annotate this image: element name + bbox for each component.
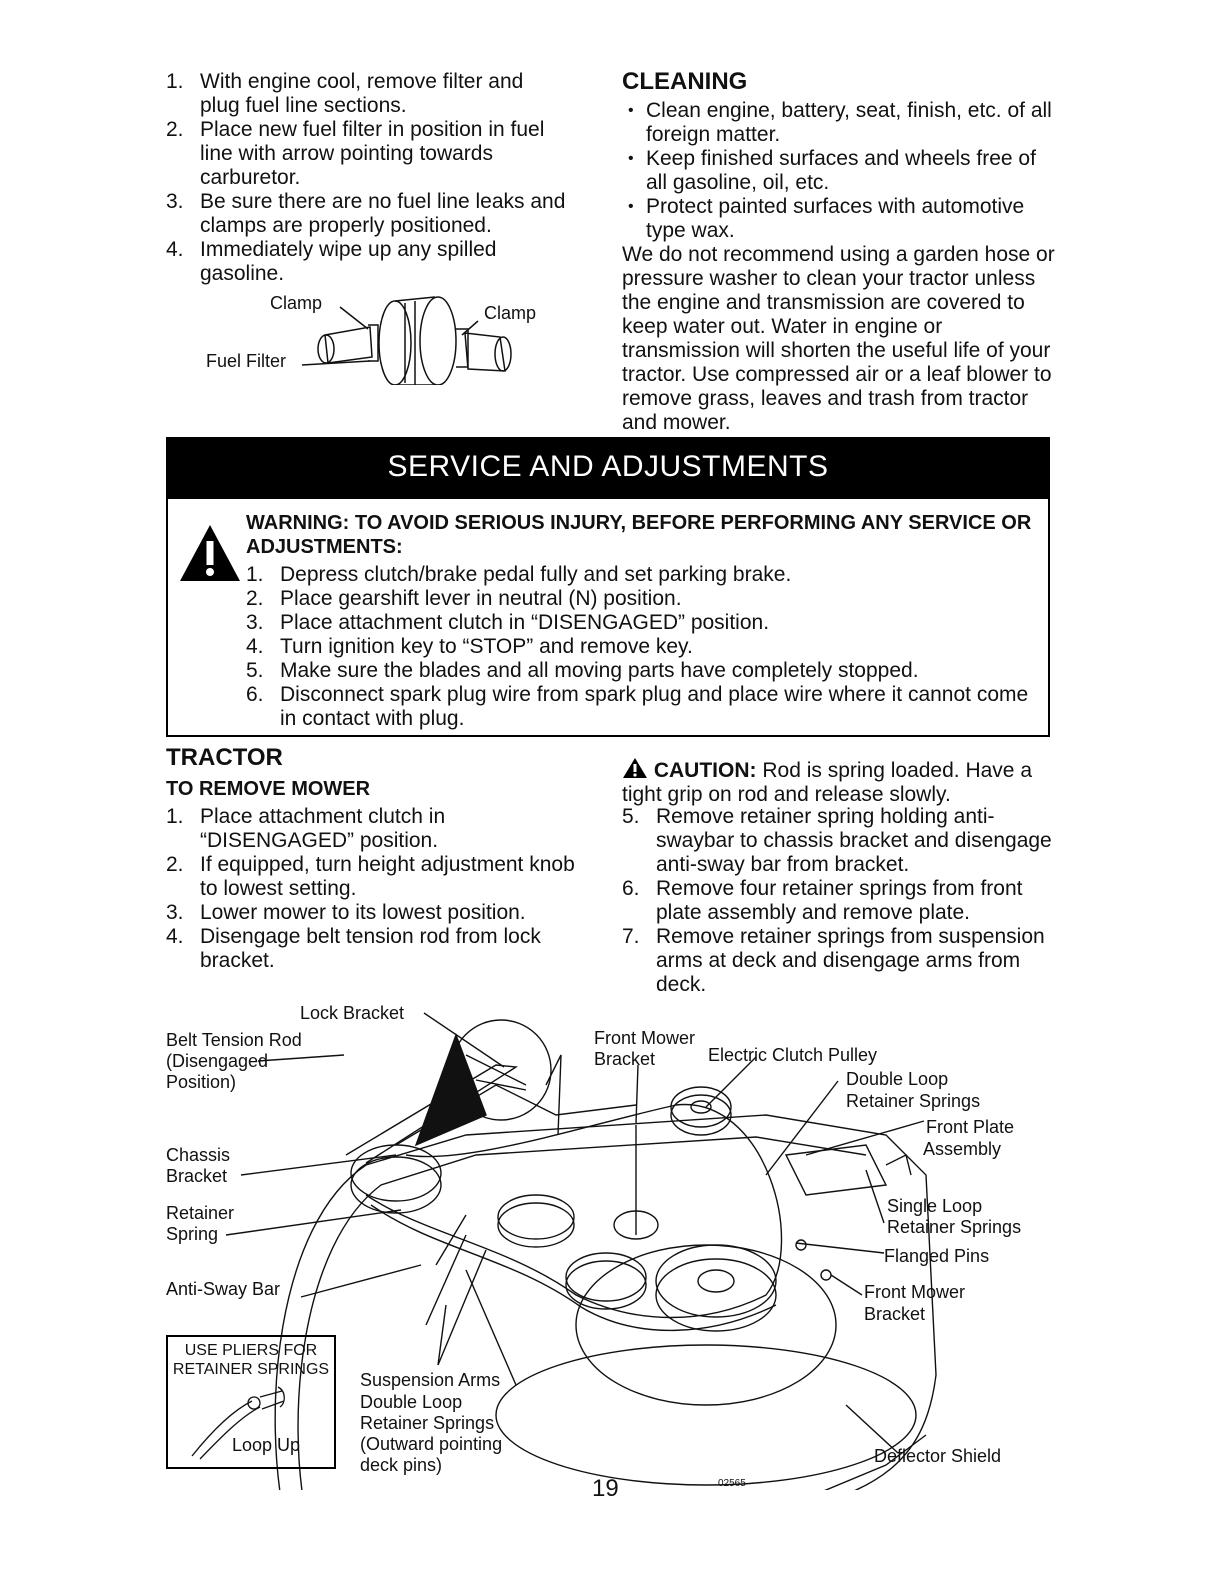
step-item [166,238,566,286]
warning-steps [246,563,1036,731]
step-number: 3. [246,611,264,634]
step-item [246,587,1036,611]
step-number: 4. [166,238,184,261]
chassis-label: Chassis [166,1145,231,1165]
cleaning-section [622,68,1058,435]
retainer-springs-3-label: Retainer Springs [360,1413,495,1433]
step-number: 3. [166,901,184,924]
warning-title: WARNING: TO AVOID SERIOUS INJURY, BEFORE PERFORMING ANY SERVICE OR ADJUSTMENTS: [246,512,1032,558]
step-item [166,70,566,118]
step-item [246,611,1036,635]
step-number: 7. [622,925,640,948]
clamp-right-label: Clamp [484,303,537,323]
step-text: Turn ignition key to “STOP” and remove key. [280,635,693,658]
fuel-filter-steps [166,70,566,286]
disengaged-label: (Disengaged [166,1051,269,1071]
pliers-line1: USE PLIERS FOR [184,1342,318,1359]
mower-deck-diagram [166,995,1058,1490]
tractor-section [166,744,586,973]
chassis-bracket-label: Bracket [166,1166,228,1186]
step-text: Disengage belt tension rod from lock bracket. [200,925,541,972]
part-number-label: 02565 [718,1478,746,1489]
step-text: Lower mower to its lowest position. [200,901,526,924]
remove-mower-heading: TO REMOVE MOWER [166,778,371,800]
step-number: 3. [166,190,184,213]
cleaning-bullet: • Keep finished surfaces and wheels free of all gasoline, oil, etc. [622,147,1058,195]
fuel-filter-label: Fuel Filter [206,351,287,371]
electric-clutch-pulley-label: Electric Clutch Pulley [708,1045,878,1065]
retainer-label: Retainer [166,1203,235,1223]
front-mower-bracket-label: Bracket [594,1049,656,1069]
step-text: Remove four retainer springs from front plate assembly and remove plate. [656,877,1023,924]
remove-mower-steps-continued [622,805,1058,997]
step-item [166,805,586,853]
anti-sway-bar-label: Anti-Sway Bar [166,1279,281,1299]
flanged-pins-label: Flanged Pins [884,1246,990,1266]
step-text: Remove retainer springs from suspension arms at deck and disengage arms from deck. [656,925,1045,996]
step-text: Place attachment clutch in “DISENGAGED” position. [280,611,770,634]
step-number: 1. [246,563,264,586]
step-text: Place new fuel filter in position in fuel line with arrow pointing towards carburetor. [200,118,545,189]
position-label: Position) [166,1072,237,1092]
step-item [622,877,1058,925]
step-text: If equipped, turn height adjustment knob to lowest setting. [200,853,575,900]
cleaning-bullet: • Clean engine, battery, seat, finish, etc. of all foreign matter. [622,99,1058,147]
remove-mower-steps [166,805,586,973]
step-number: 1. [166,805,184,828]
deflector-shield-label: Deflector Shield [874,1446,1002,1466]
outward-pointing-label: (Outward pointing [360,1434,503,1454]
step-text: Immediately wipe up any spilled gasoline. [200,238,497,285]
step-text: Disconnect spark plug wire from spark plug and place wire where it cannot come in contact with plug. [280,683,1029,730]
cleaning-bullets [622,99,1058,243]
step-item [166,190,566,238]
step-text: With engine cool, remove filter and plug fuel line sections. [200,70,524,117]
caution-label: CAUTION: [653,759,757,782]
step-item [246,683,1036,731]
step-text: Remove retainer spring holding anti-swaybar to chassis bracket and disengage anti-sway bar from bracket. [656,805,1052,876]
double-loop-label: Double Loop [846,1069,949,1089]
retainer-springs-label: Retainer Springs [846,1091,981,1111]
assembly-label: Assembly [923,1139,1002,1159]
front-mower-2-label: Front Mower [864,1282,966,1302]
step-number: 5. [622,805,640,828]
single-loop-retainer-springs-label: Retainer Springs [887,1217,1022,1237]
step-number: 2. [166,118,184,141]
pliers-line2: RETAINER SPRINGS [172,1361,330,1378]
caution-text: Rod is spring loaded. Have a tight grip on rod and release slowly. [622,759,1033,806]
step-text: Place gearshift lever in neutral (N) position. [280,587,682,610]
clamp-left-label: Clamp [270,293,323,313]
step-number: 6. [246,683,264,706]
step-text: Depress clutch/brake pedal fully and set parking brake. [280,563,792,586]
step-item [246,635,1036,659]
step-number: 4. [246,635,264,658]
step-item [246,563,1036,587]
step-item [166,901,586,925]
spring-label: Spring [166,1224,219,1244]
belt-tension-rod-label: Belt Tension Rod [166,1030,302,1050]
step-item [622,925,1058,997]
front-plate-label: Front Plate [926,1117,1015,1137]
lock-bracket-label: Lock Bracket [300,1003,405,1023]
front-mower-bracket-2-label: Bracket [864,1304,926,1324]
tractor-heading: TRACTOR [166,744,283,771]
step-text: Make sure the blades and all moving parts have completely stopped. [280,659,919,682]
step-item [166,118,566,190]
caution-note [622,757,1058,807]
fuel-filter-figure [200,285,560,385]
step-item [622,805,1058,877]
double-loop-2-label: Double Loop [360,1392,463,1412]
cleaning-paragraph: We do not recommend using a garden hose or pressure washer to clean your tractor unless the engine and transmission are covered to keep water out. Water in engine or transmission will shorten the useful life of your tractor. Use compressed air or a leaf blower to remove grass, leaves and trash from tractor and mower. [622,243,1055,434]
step-number: 6. [622,877,640,900]
step-item [166,853,586,901]
step-item [246,659,1036,683]
cleaning-bullet: • Protect painted surfaces with automotive type wax. [622,195,1058,243]
cleaning-heading: CLEANING [622,68,748,95]
step-number: 1. [166,70,184,93]
step-text: Be sure there are no fuel line leaks and clamps are properly positioned. [200,190,566,237]
page-number: 19 [592,1475,619,1502]
step-item [166,925,586,973]
step-number: 2. [246,587,264,610]
deck-pins-label: deck pins) [360,1455,443,1475]
suspension-arms-label: Suspension Arms [360,1370,501,1390]
caution-triangle-icon [622,757,648,779]
step-number: 2. [166,853,184,876]
warning-triangle-icon [178,523,242,583]
pliers-inset-box [166,1335,336,1469]
step-number: 4. [166,925,184,948]
single-loop-label: Single Loop [887,1196,983,1216]
warning-box [166,497,1050,737]
section-banner: SERVICE AND ADJUSTMENTS [166,437,1050,497]
step-number: 5. [246,659,264,682]
step-text: Place attachment clutch in “DISENGAGED” position. [200,805,446,852]
front-mower-label: Front Mower [594,1028,696,1048]
loop-up-label: Loop Up [232,1435,301,1455]
